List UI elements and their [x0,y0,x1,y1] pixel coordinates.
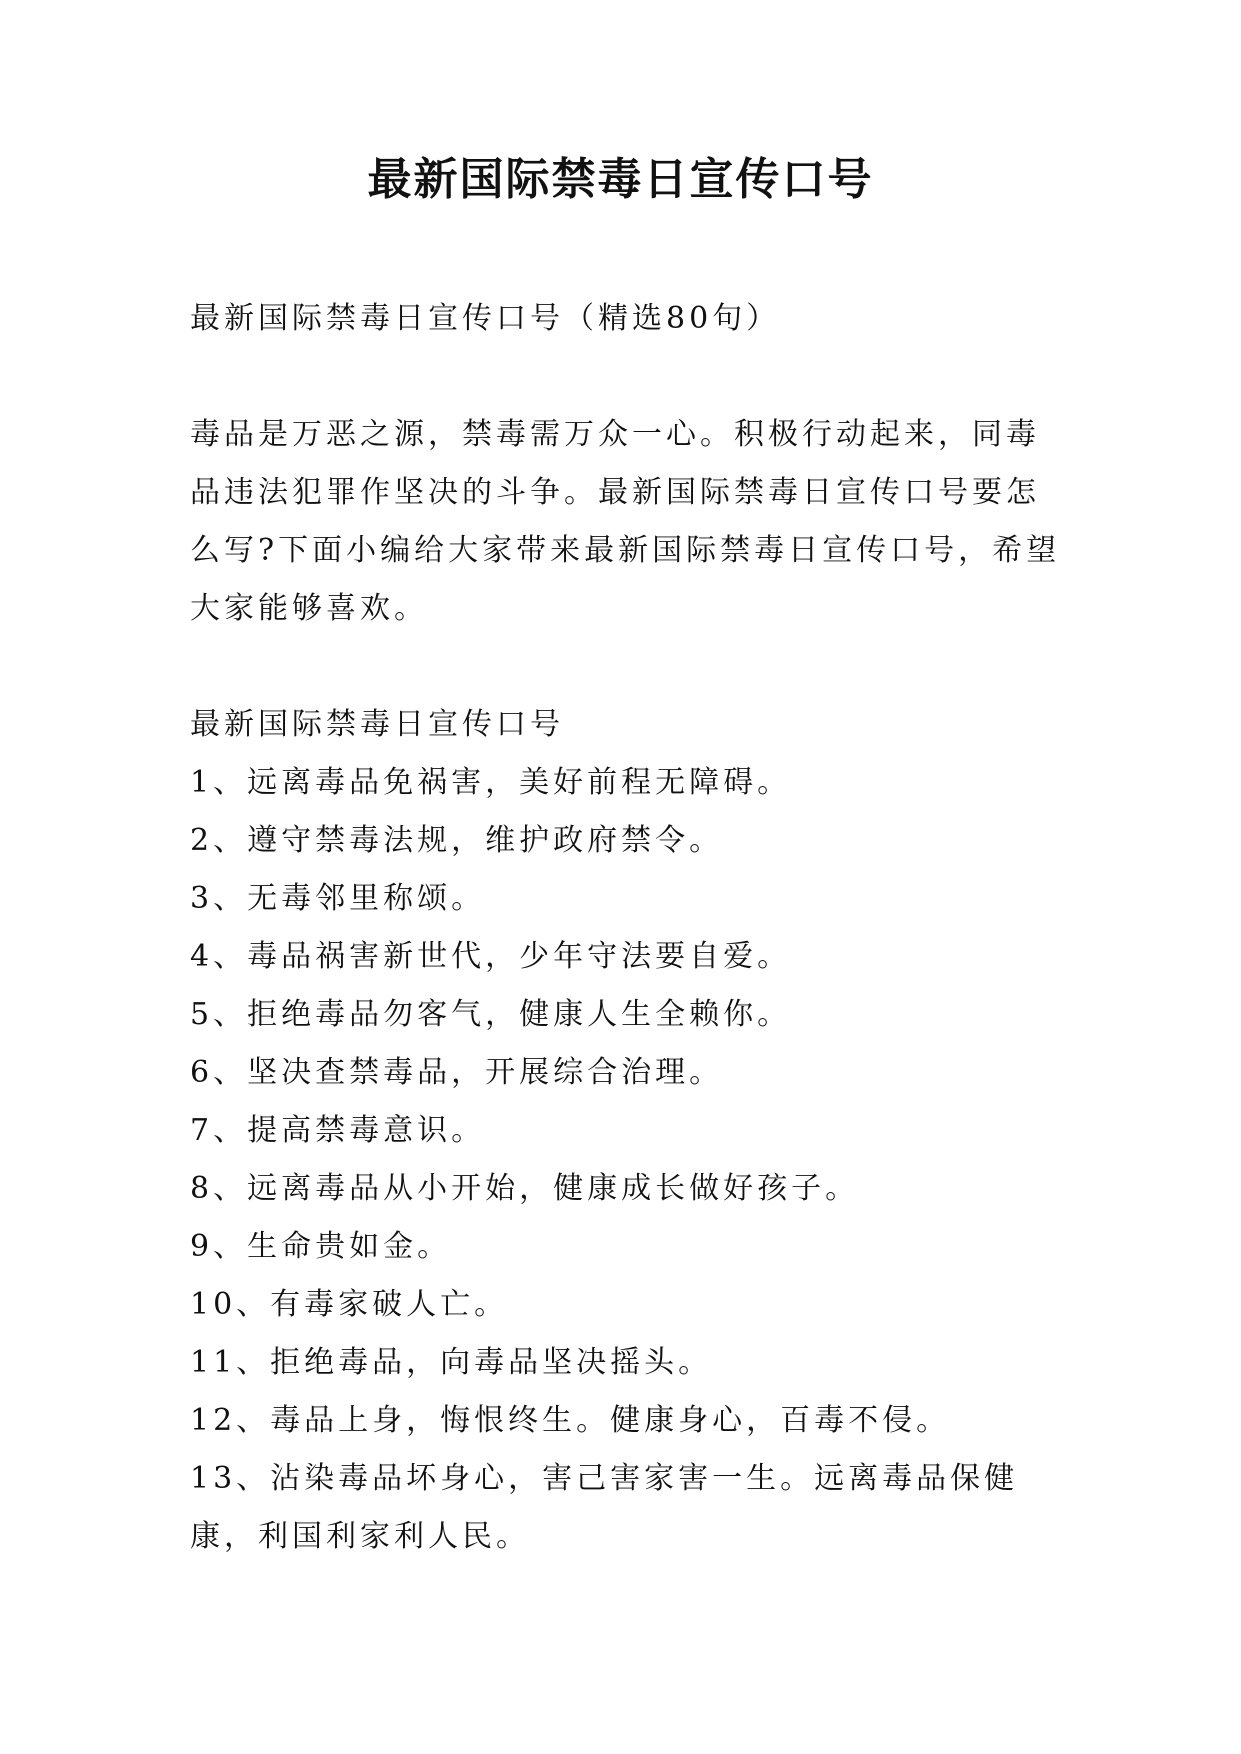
slogan-item: 11、拒绝毒品，向毒品坚决摇头。 [190,1345,713,1380]
slogan-item: 2、遵守禁毒法规，维护政府禁令。 [190,823,724,858]
document-subtitle: 最新国际禁毒日宣传口号（精选80句） [190,301,781,336]
slogan-item: 3、无毒邻里称颂。 [190,881,486,916]
slogan-item: 7、提高禁毒意识。 [190,1113,486,1148]
intro-paragraph: 毒品是万恶之源，禁毒需万众一心。积极行动起来，同毒品违法犯罪作坚决的斗争。最新国际禁毒日宣传口号要怎么写?下面小编给大家带来最新国际禁毒日宣传口号，希望大家能够喜欢。 [190,417,1061,626]
section-heading: 最新国际禁毒日宣传口号 [190,707,564,742]
slogan-item: 1、远离毒品免祸害，美好前程无障碍。 [190,765,792,800]
slogan-item: 13、沾染毒品坏身心，害己害家害一生。远离毒品保健康，利国利家利人民。 [190,1461,1019,1554]
slogan-list [190,754,1070,1566]
slogan-item: 8、远离毒品从小开始，健康成长做好孩子。 [190,1171,860,1206]
slogan-item: 10、有毒家破人亡。 [190,1287,509,1322]
document-body [190,290,1070,1566]
slogan-item: 9、生命贵如金。 [190,1229,452,1264]
slogan-item: 4、毒品祸害新世代，少年守法要自爱。 [190,939,792,974]
slogan-item: 6、坚决查禁毒品，开展综合治理。 [190,1055,724,1090]
slogan-item: 12、毒品上身，悔恨终生。健康身心，百毒不侵。 [190,1403,951,1438]
slogan-item: 5、拒绝毒品勿客气，健康人生全赖你。 [190,997,792,1032]
document-title: 最新国际禁毒日宣传口号 [367,154,874,205]
